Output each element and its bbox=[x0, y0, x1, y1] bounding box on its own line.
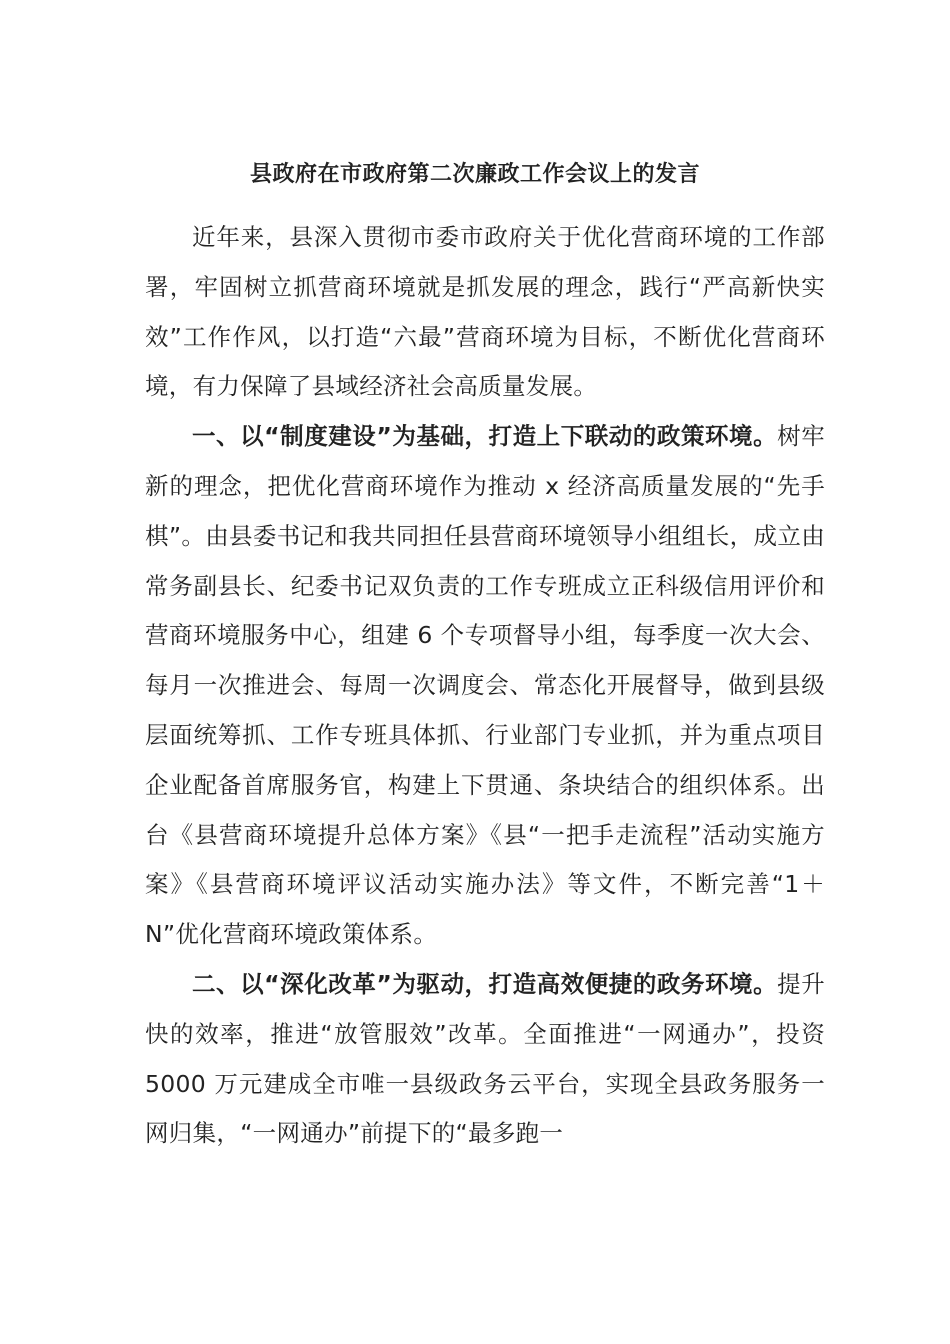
paragraph-section-2 bbox=[145, 960, 825, 1159]
paragraph-text: 近年来，县深入贯彻市委市政府关于优化营商环境的工作部署，牢固树立抓营商环境就是抓发展的理念，践行“严高新快实效”工作作风，以打造“六最”营商环境为目标，不断优化营商环境，有力保障了县域经济社会高质量发展。 bbox=[145, 223, 825, 401]
document-body bbox=[145, 213, 825, 1159]
paragraph-text: 树牢新的理念，把优化营商环境作为推动 x 经济高质量发展的“先手棋”。由县委书记和我共同担任县营商环境领导小组组长，成立由常务副县长、纪委书记双负责的工作专班成立正科级信用评价和营商环境服务中心，组建 6 个专项督导小组，每季度一次大会、每月一次推进会、每周一次调度会、常态化开展督导，做到县级层面统筹抓、工作专班具体抓、行业部门专业抓，并为重点项目企业配备首席服务官，构建上下贯通、条块结合的组织体系。出台《县营商环境提升总体方案》《县“一把手走流程”活动实施方案》《县营商环境评议活动实施办法》等文件，不断完善“1＋N”优化营商环境政策体系。 bbox=[145, 422, 825, 949]
paragraph-section-1 bbox=[145, 412, 825, 960]
section-heading: 一、以“制度建设”为基础，打造上下联动的政策环境。 bbox=[192, 422, 778, 451]
paragraph-intro bbox=[145, 213, 825, 412]
document-title: 县政府在市政府第二次廉政工作会议上的发言 bbox=[249, 162, 700, 187]
paragraph-text: 提升快的效率，推进“放管服效”改革。全面推进“一网通办”，投资 5000 万元建成全市唯一县级政务云平台，实现全县政务服务一网归集，“一网通办”前提下的“最多跑一 bbox=[145, 969, 825, 1148]
section-heading: 二、以“深化改革”为驱动，打造高效便捷的政务环境。 bbox=[192, 969, 778, 998]
